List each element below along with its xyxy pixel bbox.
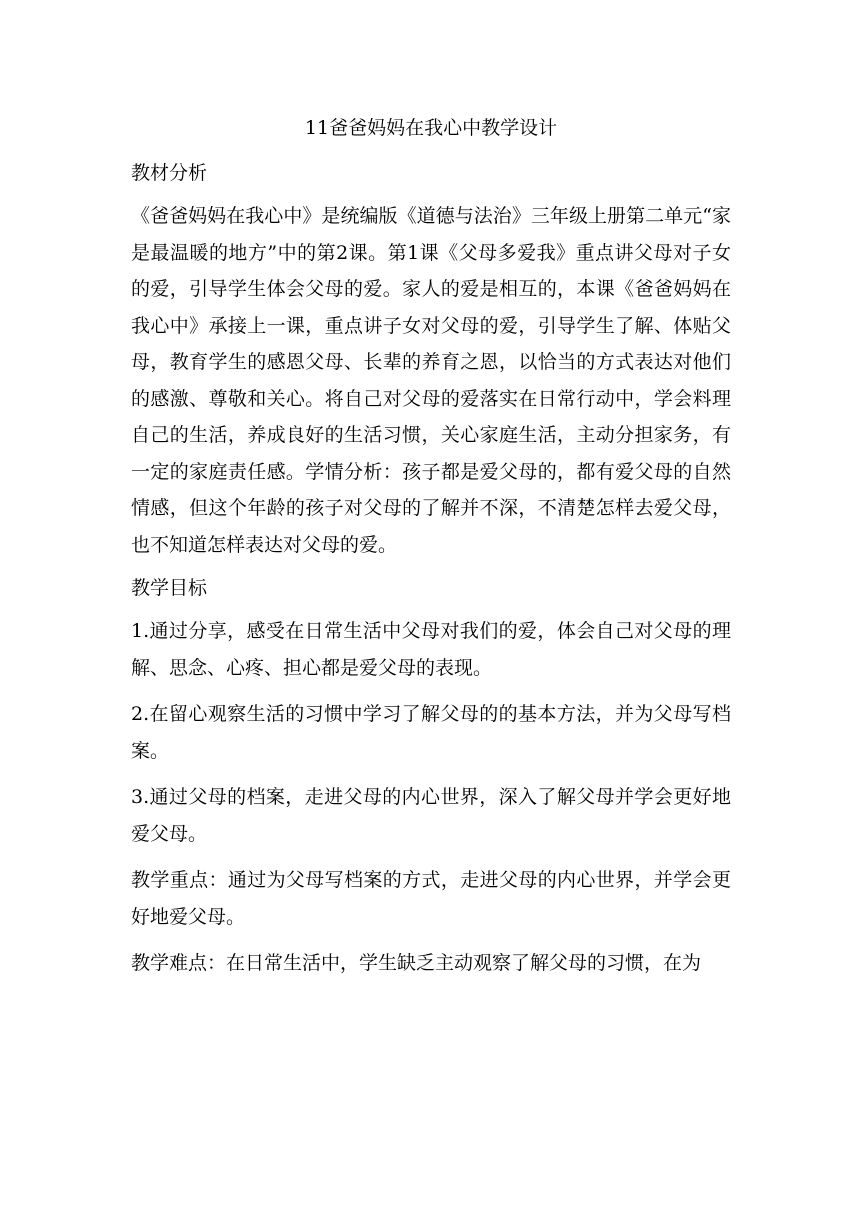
teaching-goal-2: 2.在留心观察生活的习惯中学习了解父母的的基本方法，并为父母写档案。 <box>131 703 731 762</box>
teaching-key-point: 教学重点：通过为父母写档案的方式，走进父母的内心世界，并学会更好地爱父母。 <box>131 869 731 928</box>
section-heading-teaching-goals: 教学目标 <box>131 577 208 599</box>
document-page <box>131 113 731 992</box>
document-title: 11爸爸妈妈在我心中教学设计 <box>304 117 558 139</box>
teaching-goal-3: 3.通过父母的档案，走进父母的内心世界，深入了解父母并学会更好地爱父母。 <box>131 786 731 845</box>
section-heading-textbook-analysis: 教材分析 <box>131 162 208 184</box>
textbook-analysis-paragraph: 《爸爸妈妈在我心中》是统编版《道德与法治》三年级上册第二单元“家是最温暖的地方”中的第2课。第1课《父母多爱我》重点讲父母对子女的爱，引导学生体会父母的爱。家人的爱是相互的，本课《爸爸妈妈在我心中》承接上一课，重点讲子女对父母的爱，引导学生了解、体贴父母，教育学生的感恩父母、长辈的养育之恩，以恰当的方式表达对他们的感激、尊敬和关心。将自己对父母的爱落实在日常行动中，学会料理自己的生活，养成良好的生活习惯，关心家庭生活，主动分担家务，有一定的家庭责任感。学情分析：孩子都是爱父母的，都有爱父母的自然情感，但这个年龄的孩子对父母的了解并不深，不清楚怎样去爱父母，也不知道怎样表达对父母的爱。 <box>131 205 731 556</box>
teaching-difficulty: 教学难点：在日常生活中，学生缺乏主动观察了解父母的习惯，在为 <box>131 952 702 974</box>
teaching-goal-1: 1.通过分享，感受在日常生活中父母对我们的爱，体会自己对父母的理解、思念、心疼、担心都是爱父母的表现。 <box>131 620 731 679</box>
